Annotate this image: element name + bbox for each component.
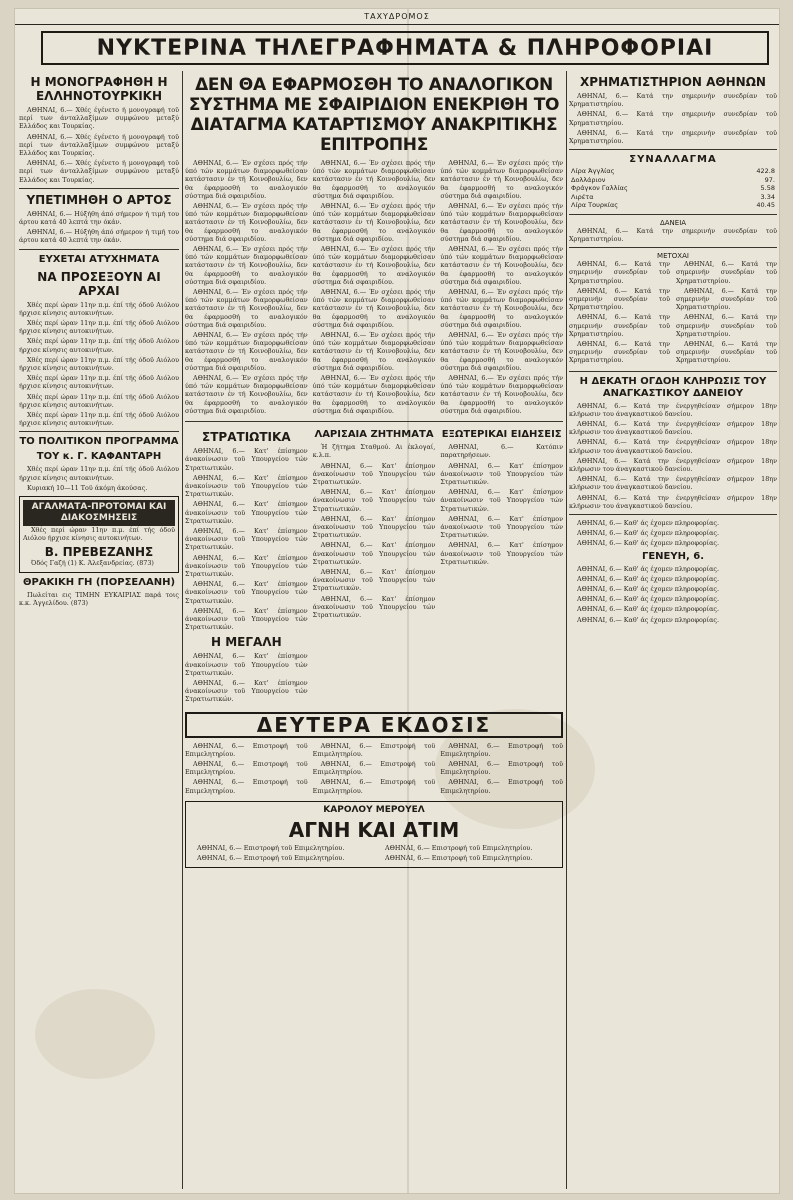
article-body: ΑΘΗΝΑΙ, 6.— Κατ' έπίσημον άνακοίνωσιν τοϋ Υπουργείου τών Στρατιωτικών. [185, 678, 308, 704]
article-headline: Η ΜΟΝΟΓΡΑΦΗΘΗ Η ΕΛΛΗΝΟΤΟΥΡΚΙΚΗ [30, 75, 168, 103]
article-body: ΑΘΗΝΑΙ, 6.— Κατά την σημερινήν συνεδρίαν τοϋ Χρηματιστηρίου. [569, 110, 777, 127]
article-body: ΑΘΗΝΑΙ, 6.— Επιστροφή τοϋ Επιμελητηρίου. [440, 778, 563, 795]
second-edition-banner: ΔΕΥΤΕΡΑ ΕΚΔΟΣΙΣ [185, 712, 563, 738]
currency-name: Λίρα Τουρκίας [571, 201, 619, 210]
divider [569, 214, 777, 215]
advertisement-box [19, 496, 179, 573]
ad-body: Πωλείται εις ΤΙΜΗΝ ΕΥΚΑΙΡΙΑΣ παρά τοις κ.κ. Άγγελίδου. (873) [19, 590, 179, 607]
article-body: ΑΘΗΝΑΙ, 6.— Επιστροφή τοϋ Επιμελητηρίου. [197, 843, 345, 852]
article-body: ΑΘΗΝΑΙ, 6.— Κατ' έπίσημον άνακοίνωσιν τοϋ Υπουργείου τών Στρατιωτικών. [185, 580, 308, 605]
article-body: Χθές περί ώραν 11ην π.μ. έπί τής όδοϋ Αιόλου ήρχισε κίνησις αυτοκινήτων. [19, 374, 179, 391]
article-body: ΑΘΗΝΑΙ, 6.— Καθ' άς έχομεν πληροφορίας. [577, 529, 719, 538]
column-right [569, 71, 777, 1191]
column-center [185, 71, 563, 1191]
newspaper-page [14, 8, 780, 1194]
article-body: ΑΘΗΝΑΙ, 6.— Καθ' άς έχομεν πληροφορίας. [577, 519, 719, 527]
article-body: ΑΘΗΝΑΙ, 6.— Έν σχέσει πρός τήν ύπό τών κομμάτων διαμορφωθείσαν κατάστασιν έν τή Κοινοβουλίω, δεν θα έφαρμοσθή το αναλογικόν σύστημα διά σφαιριδίου. [185, 159, 308, 200]
article-body: ΑΘΗΝΑΙ, 6.— Κατά την σημερινήν συνεδρίαν τοϋ Χρηματιστηρίου. [676, 260, 777, 285]
article-body: Χθές περί ώραν 11ην π.μ. έπί τής όδοϋ Αιόλου ήρχισε κίνησις αυτοκινήτων. [19, 465, 179, 482]
article-body: ΑΘΗΝΑΙ, 6.— Επιστροφή τοϋ Επιμελητηρίου. [385, 854, 533, 862]
currency-rate: 5.58 [760, 184, 775, 193]
article-body: ΑΘΗΝΑΙ, 6.— Επιστροφή τοϋ Επιμελητηρίου. [312, 778, 436, 795]
article-body: ΑΘΗΝΑΙ, 6.— Κατά την σημερινήν συνεδρίαν τοϋ Χρηματιστηρίου. [676, 286, 777, 312]
article-body: ΑΘΗΝΑΙ, 6.— Επιστροφή τοϋ Επιμελητηρίου. [312, 741, 436, 758]
article-body: ΑΘΗΝΑΙ, 6.— Κατ' έπίσημον άνακοίνωσιν τοϋ Υπουργείου τών Στρατιωτικών. [185, 526, 308, 552]
table-row [569, 201, 777, 210]
article-body: ΑΘΗΝΑΙ, 6.— Κατ' έπίσημον άνακοίνωσιν τοϋ Υπουργείου τών Στρατιωτικών. [312, 514, 436, 540]
article-body: Χθές περί ώραν 11ην π.μ. έπί τής όδοϋ Αιόλου ήρχισε κίνησις αυτοκινήτων. [19, 300, 179, 317]
article-body: ΑΘΗΝΑΙ, 6.— Έν σχέσει πρός τήν ύπό τών κομμάτων διαμορφωθείσαν κατάστασιν έν τή Κοινοβουλίω, δεν θα έφαρμοσθή το αναλογικόν σύστημα διά σφαιριδίου. [312, 374, 436, 415]
loans-title: ΔΑΝΕΙΑ [659, 218, 687, 227]
article-body: ΑΘΗΝΑΙ, 6.— Καθ' άς έχομεν πληροφορίας. [577, 585, 719, 594]
article-body: ΑΘΗΝΑΙ, 6.— Κατ' έπίσημον άνακοίνωσιν τοϋ Υπουργείου τών Στρατιωτικών. [440, 514, 563, 540]
article-body: ΑΘΗΝΑΙ, 6.— Κατ' έπίσημον άνακοίνωσιν τοϋ Υπουργείου τών Στρατιωτικών. [185, 500, 308, 525]
article-body: ΑΘΗΝΑΙ, 6.— Έν σχέσει πρός τήν ύπό τών κομμάτων διαμορφωθείσαν κατάστασιν έν τή Κοινοβουλίω, δεν θα έφαρμοσθή το αναλογικόν σύστημα διά σφαιριδίου. [440, 159, 563, 200]
lower-article-columns [185, 426, 563, 705]
article-headline: ΓΕΝΕΥΗ, 6. [641, 550, 705, 562]
article-body: ΑΘΗΝΑΙ, 6.— Επιστροφή τοϋ Επιμελητηρίου. [197, 854, 345, 862]
article-body: ΑΘΗΝΑΙ, 6.— Έν σχέσει πρός τήν ύπό τών κομμάτων διαμορφωθείσαν κατάστασιν έν τή Κοινοβουλίω, δεν θα έφαρμοσθή το αναλογικόν σύστημα διά σφαιριδίου. [185, 288, 308, 329]
table-row [569, 167, 777, 176]
article-headline: Η ΔΕΚΑΤΗ ΟΓΔΟΗ ΚΛΗΡΩΣΙΣ ΤΟΥ ΑΝΑΓΚΑΣΤΙΚΟΥ ΔΑΝΕΙΟΥ [579, 375, 767, 399]
article-body: ΑΘΗΝΑΙ, 6.— Κατ' έπίσημον άνακοίνωσιν τοϋ Υπουργείου τών Στρατιωτικών. [312, 594, 436, 619]
article-body: ΑΘΗΝΑΙ, 6.— Έν σχέσει πρός τήν ύπό τών κομμάτων διαμορφωθείσαν κατάστασιν έν τή Κοινοβουλίω, δεν θα έφαρμοσθή το αναλογικόν σύστημα διά σφαιριδίου. [185, 331, 308, 372]
article-body: ΑΘΗΝΑΙ, 6.— Επιστροφή τοϋ Επιμελητηρίου. [185, 778, 308, 795]
article-body: ΑΘΗΝΑΙ, 6.— Έν σχέσει πρός τήν ύπό τών κομμάτων διαμορφωθείσαν κατάστασιν έν τή Κοινοβουλίω, δεν θα έφαρμοσθή το αναλογικόν σύστημα διά σφαιριδίου. [440, 374, 563, 415]
article-body: ΑΘΗΝΑΙ, 6.— Έν σχέσει πρός τήν ύπό τών κομμάτων διαμορφωθείσαν κατάστασιν έν τή Κοινοβουλίω, δεν θα έφαρμοσθή το αναλογικόν σύστημα διά σφαιριδίου. [312, 245, 436, 286]
article-body: ΑΘΗΝΑΙ, 6.— Χθές έγένετο ή μονογραφή τοϋ περί των άνταλλαξίμων συμφώνου μεταξύ Ελλάδος και Τουρκίας. [19, 159, 179, 184]
article-body: ΑΘΗΝΑΙ, 6.— Κατ' έπίσημον άνακοίνωσιν τοϋ Υπουργείου τών Στρατιωτικών. [312, 541, 436, 566]
ad-body: Χθές περί ώραν 11ην π.μ. έπί τής όδοϋ Αιόλου ήρχισε κίνησις αυτοκινήτων. [23, 526, 175, 543]
article-headline: Η ΜΕΓΑΛΗ [211, 635, 282, 650]
article-body: ΑΘΗΝΑΙ, 6.— Κατά την ένεργηθείσαν σήμερον 18ην κλήρωσιν του άναγκαστικού δανείου. [569, 493, 777, 510]
divider [19, 188, 179, 189]
divider [569, 371, 777, 372]
article-body: ΑΘΗΝΑΙ, 6.— Επιστροφή τοϋ Επιμελητηρίου. [185, 759, 308, 777]
article-body: Χθές περί ώραν 11ην π.μ. έπί τής όδοϋ Αιόλου ήρχισε κίνησις αυτοκινήτων. [19, 319, 179, 336]
article-body: Κυριακή 10—11 Τοϋ άκόμη άκούσας. [27, 483, 148, 492]
table-row [569, 176, 777, 185]
article-body: ΑΘΗΝΑΙ, 6.— Κατά την ένεργηθείσαν σήμερον 18ην κλήρωσιν του άναγκαστικού δανείου. [569, 401, 777, 418]
article-body: ΑΘΗΝΑΙ, 6.— Κατά την ένεργηθείσαν σήμερον 18ην κλήρωσιν του άναγκαστικού δανείου. [569, 438, 777, 455]
article-body: Χθές περί ώραν 11ην π.μ. έπί τής όδοϋ Αιόλου ήρχισε κίνησις αυτοκινήτων. [19, 337, 179, 354]
article-body: ΑΘΗΝΑΙ, 6.— Έν σχέσει πρός τήν ύπό τών κομμάτων διαμορφωθείσαν κατάστασιν έν τή Κοινοβουλίω, δεν θα έφαρμοσθή το αναλογικόν σύστημα διά σφαιριδίου. [185, 374, 308, 415]
currency-rate: 97. [764, 175, 775, 184]
article-body: Χθές περί ώραν 11ην π.μ. έπί τής όδοϋ Αιόλου ήρχισε κίνησις αυτοκινήτων. [19, 411, 179, 428]
article-headline: ΣΤΡΑΤΙΩΤΙΚΑ [202, 430, 291, 445]
article-body: ΑΘΗΝΑΙ, 6.— Κατά την σημερινήν συνεδρίαν τοϋ Χρηματιστηρίου. [569, 260, 670, 285]
article-headline: ΛΑΡΙΣΑΙΑ ΖΗΤΗΜΑΤΑ [314, 429, 434, 441]
serial-columns [189, 844, 559, 864]
article-body: ΑΘΗΝΑΙ, 6.— Κατά την σημερινήν συνεδρίαν τοϋ Χρηματιστηρίου. [569, 128, 777, 146]
article-body: ΑΘΗΝΑΙ, 6.— Έν σχέσει πρός τήν ύπό τών κομμάτων διαμορφωθείσαν κατάστασιν έν τή Κοινοβουλίω, δεν θα έφαρμοσθή το αναλογικόν σύστημα διά σφαιριδίου. [312, 159, 436, 200]
currency-rate: 3.34 [760, 192, 775, 201]
article-body: ΑΘΗΝΑΙ, 6.— Επιστροφή τοϋ Επιμελητηρίου. [385, 843, 533, 852]
article-body: ΑΘΗΝΑΙ, 6.— Καθ' άς έχομεν πληροφορίας. [577, 539, 719, 548]
article-headline: ΝΑ ΠΡΟΣΕΞΟΥΝ ΑΙ ΑΡΧΑΙ [37, 269, 161, 298]
article-body: ΑΘΗΝΑΙ, 6.— Κατ' έπίσημον άνακοίνωσιν τοϋ Υπουργείου τών Στρατιωτικών. [440, 461, 563, 486]
table-row [569, 193, 777, 202]
article-body: ΑΘΗΝΑΙ, 6.— Κατ' έπίσημον άνακοίνωσιν τοϋ Υπουργείου τών Στρατιωτικών. [185, 553, 308, 578]
article-body: ΑΘΗΝΑΙ, 6.— Κατά την ένεργηθείσαν σήμερον 18ην κλήρωσιν του άναγκαστικού δανείου. [569, 456, 777, 473]
shares-title: ΜΕΤΟΧΑΙ [657, 252, 689, 261]
divider [185, 421, 563, 422]
article-body: Χθές περί ώραν 11ην π.μ. έπί τής όδοϋ Αιόλου ήρχισε κίνησις αυτοκινήτων. [19, 355, 179, 373]
article-headline: ΧΡΗΜΑΤΙΣΤΗΡΙΟΝ ΑΘΗΝΩΝ [580, 75, 766, 89]
page-banner: ΝΥΚΤΕΡΙΝΑ ΤΗΛΕΓΡΑΦΗΜΑΤΑ & ΠΛΗΡΟΦΟΡΙΑΙ [41, 31, 769, 65]
article-body: ΑΘΗΝΑΙ, 6.— Κατ' έπίσημον άνακοίνωσιν τοϋ Υπουργείου τών Στρατιωτικών. [185, 652, 308, 677]
article-body: ΑΘΗΝΑΙ, 6.— Επιστροφή τοϋ Επιμελητηρίου. [440, 759, 563, 777]
article-body: ΑΘΗΝΑΙ, 6.— Ηύξήθη άπό σήμερον ή τιμή του άρτου κατά 40 λεπτά την όκάν. [19, 228, 179, 245]
currency-name: Λιρέτα [571, 192, 594, 201]
article-body: ΑΘΗΝΑΙ, 6.— Έν σχέσει πρός τήν ύπό τών κομμάτων διαμορφωθείσαν κατάστασιν έν τή Κοινοβουλίω, δεν θα έφαρμοσθή το αναλογικόν σύστημα διά σφαιριδίου. [440, 202, 563, 243]
article-body: ΑΘΗΝΑΙ, 6.— Κατ' έπίσημον άνακοίνωσιν τοϋ Υπουργείου τών Στρατιωτικών. [185, 447, 308, 472]
article-body: ΑΘΗΝΑΙ, 6.— Έν σχέσει πρός τήν ύπό τών κομμάτων διαμορφωθείσαν κατάστασιν έν τή Κοινοβουλίω, δεν θα έφαρμοσθή το αναλογικόν σύστημα διά σφαιριδίου. [185, 202, 308, 243]
article-body: ΑΘΗΝΑΙ, 6.— Κατ' έπίσημον άνακοίνωσιν τοϋ Υπουργείου τών Στρατιωτικών. [440, 488, 563, 513]
divider [569, 514, 777, 515]
article-body: ΑΘΗΝΑΙ, 6.— Επιστροφή τοϋ Επιμελητηρίου. [185, 741, 308, 758]
article-body: ΑΘΗΝΑΙ, 6.— Κατά την σημερινήν συνεδρίαν τοϋ Χρηματιστηρίου. [569, 313, 670, 338]
second-edition-columns [185, 742, 563, 797]
article-body: ΑΘΗΝΑΙ, 6.— Χθές έγένετο ή μονογραφή τοϋ περί των άνταλλαξίμων συμφώνου μεταξύ Ελλάδος και Τουρκίας. [19, 132, 179, 158]
article-body: ΑΘΗΝΑΙ, 6.— Κατά την ένεργηθείσαν σήμερον 18ην κλήρωσιν του άναγκαστικού δανείου. [569, 475, 777, 492]
exchange-table [569, 167, 777, 210]
ad-title: ΑΓΑΛΜΑΤΑ-ΠΡΟΤΟΜΑΙ ΚΑΙ ΔΙΑΚΟΣΜΗΣΕΙΣ [23, 500, 175, 526]
article-body: ΑΘΗΝΑΙ, 6.— Καθ' άς έχομεν πληροφορίας. [577, 574, 719, 583]
article-body: Χθές περί ώραν 11ην π.μ. έπί τής όδοϋ Αιόλου ήρχισε κίνησις αυτοκινήτων. [19, 392, 179, 409]
currency-rate: 422.8 [756, 167, 775, 176]
ad-body: Όδός Γαζή (1) Κ. Άλεξανδρείας. (873) [31, 558, 154, 567]
article-body: ΑΘΗΝΑΙ, 6.— Επιστροφή τοϋ Επιμελητηρίου. [312, 759, 436, 777]
article-body: ΑΘΗΝΑΙ, 6.— Έν σχέσει πρός τήν ύπό τών κομμάτων διαμορφωθείσαν κατάστασιν έν τή Κοινοβουλίω, δεν θα έφαρμοσθή το αναλογικόν σύστημα διά σφαιριδίου. [440, 245, 563, 286]
article-body: ΑΘΗΝΑΙ, 6.— Κατά την ένεργηθείσαν σήμερον 18ην κλήρωσιν του άναγκαστικού δανείου. [569, 419, 777, 437]
article-body: ΑΘΗΝΑΙ, 6.— Κατ' έπίσημον άνακοίνωσιν τοϋ Υπουργείου τών Στρατιωτικών. [185, 606, 308, 632]
article-body: ΑΘΗΝΑΙ, 6.— Κατ' έπίσημον άνακοίνωσιν τοϋ Υπουργείου τών Στρατιωτικών. [312, 488, 436, 513]
article-body: ΑΘΗΝΑΙ, 6.— Έν σχέσει πρός τήν ύπό τών κομμάτων διαμορφωθείσαν κατάστασιν έν τή Κοινοβουλίω, δεν θα έφαρμοσθή το αναλογικόν σύστημα διά σφαιριδίου. [440, 288, 563, 329]
shares-columns [569, 260, 777, 366]
column-rule [566, 71, 567, 1189]
currency-name: Φράγκον Γαλλίας [571, 184, 628, 193]
article-body: ΑΘΗΝΑΙ, 6.— Κατά την σημερινήν συνεδρίαν τοϋ Χρηματιστηρίου. [676, 339, 777, 365]
article-body: ΑΘΗΝΑΙ, 6.— Καθ' άς έχομεν πληροφορίας. [577, 615, 719, 624]
article-body: ΑΘΗΝΑΙ, 6.— Κατ' έπίσημον άνακοίνωσιν τοϋ Υπουργείου τών Στρατιωτικών. [440, 541, 563, 566]
divider [569, 149, 777, 150]
article-body: ΑΘΗΝΑΙ, 6.— Καθ' άς έχομεν πληροφορίας. [577, 595, 719, 604]
table-row [569, 184, 777, 193]
article-body: ΑΘΗΝΑΙ, 6.— Επιστροφή τοϋ Επιμελητηρίου. [440, 741, 563, 758]
article-body: ΑΘΗΝΑΙ, 6.— Κατ' έπίσημον άνακοίνωσιν τοϋ Υπουργείου τών Στρατιωτικών. [312, 461, 436, 486]
article-body: ΑΘΗΝΑΙ, 6.— Κατόπιν παρατηρήσεων. [440, 443, 563, 460]
divider [19, 249, 179, 250]
article-body: ΑΘΗΝΑΙ, 6.— Έν σχέσει πρός τήν ύπό τών κομμάτων διαμορφωθείσαν κατάστασιν έν τή Κοινοβουλίω, δεν θα έφαρμοσθή το αναλογικόν σύστημα διά σφαιριδίου. [312, 288, 436, 329]
serial-title: ΑΓΝΗ ΚΑΙ ΑΤΙΜ [288, 817, 460, 842]
currency-name: Λίρα Άγγλίας [571, 167, 615, 176]
article-body: ΑΘΗΝΑΙ, 6.— Κατά την σημερινήν συνεδρίαν τοϋ Χρηματιστηρίου. [569, 92, 777, 109]
article-body: ΑΘΗΝΑΙ, 6.— Κατά την σημερινήν συνεδρίαν τοϋ Χρηματιστηρίου. [569, 226, 777, 243]
article-body: ΑΘΗΝΑΙ, 6.— Ηύξήθη άπό σήμερον ή τιμή του άρτου κατά 40 λεπτά την όκάν. [19, 209, 179, 227]
column-left [19, 71, 179, 1191]
article-body: ΑΘΗΝΑΙ, 6.— Κατά την σημερινήν συνεδρίαν τοϋ Χρηματιστηρίου. [569, 286, 670, 312]
serial-novel-box [185, 801, 563, 868]
article-body: ΑΘΗΝΑΙ, 6.— Καθ' άς έχομεν πληροφορίας. [577, 605, 719, 614]
ad-title: ΘΡΑΚΙΚΗ ΓΗ (ΠΟΡΣΕΛΑΝΗ) [22, 576, 176, 588]
article-body: Ή ζήτημα Σταθμού. Αι έκλογαί, κ.λ.π. [312, 443, 436, 460]
exchange-title: ΣΥΝΑΛΛΑΓΜΑ [629, 154, 717, 166]
masthead: ΤΑΧΥΔΡΟΜΟΣ [15, 9, 779, 25]
currency-name: Δολλάριον [571, 175, 606, 184]
column-rule [182, 71, 183, 1189]
divider [19, 431, 179, 432]
article-body: ΑΘΗΝΑΙ, 6.— Έν σχέσει πρός τήν ύπό τών κομμάτων διαμορφωθείσαν κατάστασιν έν τή Κοινοβουλίω, δεν θα έφαρμοσθή το αναλογικόν σύστημα διά σφαιριδίου. [440, 331, 563, 372]
article-body: ΑΘΗΝΑΙ, 6.— Έν σχέσει πρός τήν ύπό τών κομμάτων διαμορφωθείσαν κατάστασιν έν τή Κοινοβουλίω, δεν θα έφαρμοσθή το αναλογικόν σύστημα διά σφαιριδίου. [185, 245, 308, 286]
currency-rate: 40.45 [756, 201, 775, 210]
article-body: ΑΘΗΝΑΙ, 6.— Χθές έγένετο ή μονογραφή τοϋ περί των άνταλλαξίμων συμφώνου μεταξύ Ελλάδος και Τουρκίας. [19, 106, 179, 131]
serial-author: ΚΑΡΟΛΟΥ ΜΕΡΟΥΕΛ [323, 804, 425, 815]
divider [569, 247, 777, 248]
main-article-columns [185, 159, 563, 417]
article-headline: ΕΥΧΕΤΑΙ ΑΤΥΧΗΜΑΤΑ [38, 253, 160, 265]
article-body: ΑΘΗΝΑΙ, 6.— Κατά την σημερινήν συνεδρίαν τοϋ Χρηματιστηρίου. [569, 339, 670, 365]
main-headline: ΔΕΝ ΘΑ ΕΦΑΡΜΟΣΘΗ ΤΟ ΑΝΑΛΟΓΙΚΟΝ ΣΥΣΤΗΜΑ ΜΕ ΣΦΑΙΡΙΔΙΟΝ ΕΝΕΚΡΙΘΗ ΤΟ ΔΙΑΤΑΓΜΑ ΚΑΤΑΡΤΙΣΜΟΥ ΑΝΑΚΡΙΤΙΚΗΣ ΕΠΙΤΡΟΠΗΣ [188, 75, 560, 155]
article-headline: ΤΟ ΠΟΛΙΤΙΚΟΝ ΠΡΟΓΡΑΜΜΑ [19, 436, 179, 448]
article-headline: ΕΞΩΤΕΡΙΚΑΙ ΕΙΔΗΣΕΙΣ [441, 429, 562, 441]
article-subheadline: ΤΟΥ κ. Γ. ΚΑΦΑΝΤΑΡΗ [36, 451, 162, 463]
article-body: ΑΘΗΝΑΙ, 6.— Έν σχέσει πρός τήν ύπό τών κομμάτων διαμορφωθείσαν κατάστασιν έν τή Κοινοβουλίω, δεν θα έφαρμοσθή το αναλογικόν σύστημα διά σφαιριδίου. [312, 331, 436, 372]
article-headline: ΥΠΕΤΙΜΗΘΗ Ο ΑΡΤΟΣ [26, 192, 172, 207]
article-body: ΑΘΗΝΑΙ, 6.— Καθ' άς έχομεν πληροφορίας. [577, 564, 719, 573]
article-body: ΑΘΗΝΑΙ, 6.— Κατ' έπίσημον άνακοίνωσιν τοϋ Υπουργείου τών Στρατιωτικών. [185, 473, 308, 499]
ad-name: Β. ΠΡΕΒΕΖΑΝΗΣ [44, 544, 154, 559]
article-body: ΑΘΗΝΑΙ, 6.— Κατά την σημερινήν συνεδρίαν τοϋ Χρηματιστηρίου. [676, 313, 777, 338]
article-body: ΑΘΗΝΑΙ, 6.— Κατ' έπίσημον άνακοίνωσιν τοϋ Υπουργείου τών Στρατιωτικών. [312, 567, 436, 593]
article-body: ΑΘΗΝΑΙ, 6.— Έν σχέσει πρός τήν ύπό τών κομμάτων διαμορφωθείσαν κατάστασιν έν τή Κοινοβουλίω, δεν θα έφαρμοσθή το αναλογικόν σύστημα διά σφαιριδίου. [312, 202, 436, 243]
